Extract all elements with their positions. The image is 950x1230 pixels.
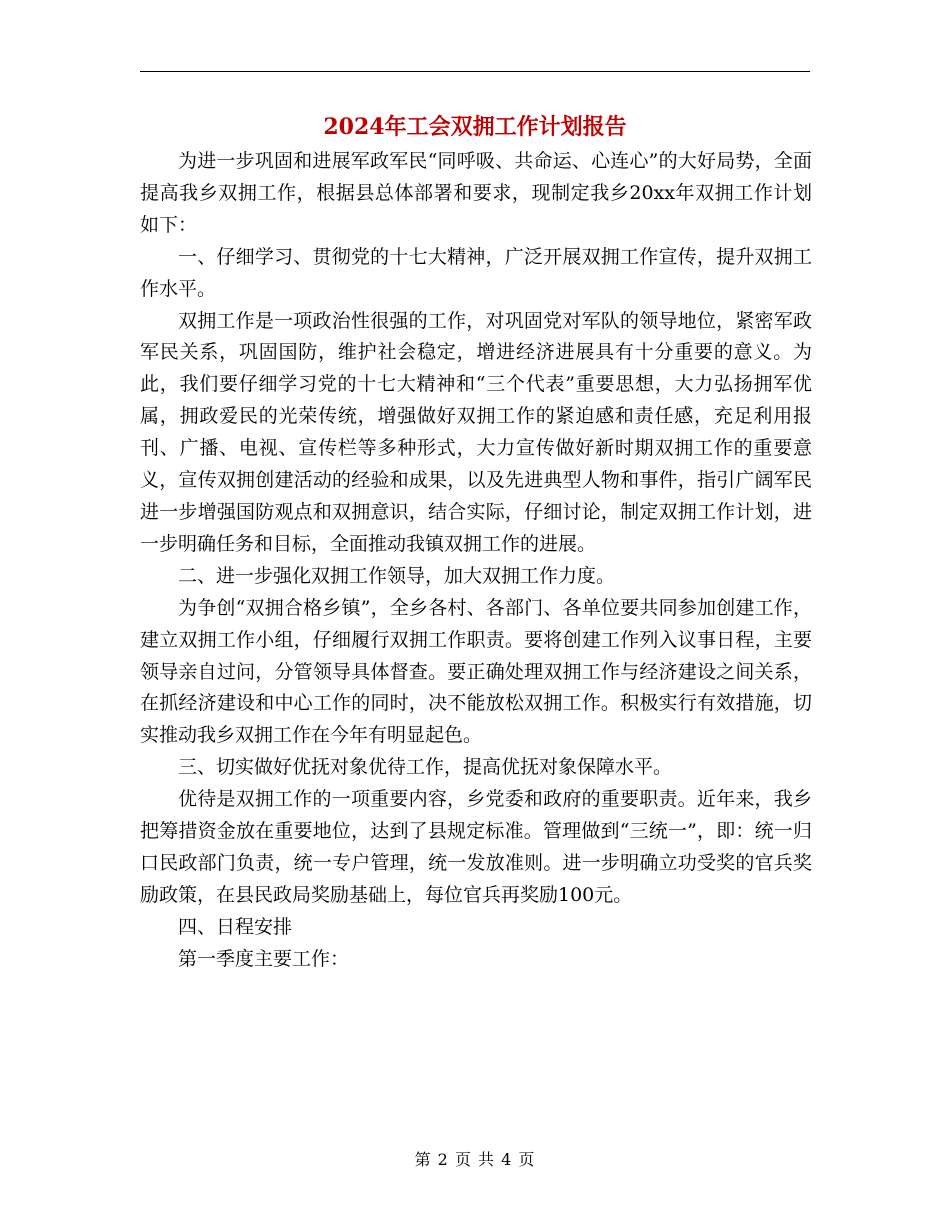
- section-heading-4: 四、日程安排: [178, 915, 293, 938]
- section-heading-2: 二、进一步强化双拥工作领导，加大双拥工作力度。: [178, 564, 616, 587]
- paragraph-section-1: 双拥工作是一项政治性很强的工作，对巩固党对军队的领导地位，紧密军政军民关系，巩固国防，维护社会稳定，增进经济进展具有十分重要的意义。为此，我们要仔细学习党的十七大精神和“三个代表”重要思想，大力弘扬拥军优属，拥政爱民的光荣传统，增强做好双拥工作的紧迫感和责任感，充足利用报刊、广播、电视、宣传栏等多种形式，大力宣传做好新时期双拥工作的重要意义，宣传双拥创建活动的经验和成果，以及先进典型人物和事件，指引广阔军民进一步增强国防观点和双拥意识，结合实际，仔细讨论，制定双拥工作计划，进一步明确任务和目标，全面推动我镇双拥工作的进展。: [140, 309, 812, 555]
- section-heading-1: 一、仔细学习、贯彻党的十七大精神，广泛开展双拥工作宣传，提升双拥工作水平。: [140, 245, 812, 300]
- section-heading-3: 三、切实做好优抚对象优待工作，提高优抚对象保障水平。: [178, 756, 673, 779]
- paragraph-section-2: 为争创“双拥合格乡镇”，全乡各村、各部门、各单位要共同参加创建工作，建立双拥工作小组，仔细履行双拥工作职责。要将创建工作列入议事日程，主要领导亲自过问，分管领导具体督查。要正确处理双拥工作与经济建设之间关系，在抓经济建设和中心工作的同时，决不能放松双拥工作。积极实行有效措施，切实推动我乡双拥工作在今年有明显起色。: [140, 596, 812, 747]
- page-number: 第 2 页 共 4 页: [414, 1150, 536, 1169]
- document-body: [140, 146, 812, 976]
- paragraph-section-3: 优待是双拥工作的一项重要内容，乡党委和政府的重要职责。近年来，我乡把筹措资金放在重要地位，达到了县规定标准。管理做到“三统一”，即：统一归口民政部门负责，统一专户管理，统一发放准则。进一步明确立功受奖的官兵奖励政策，在县民政局奖励基础上，每位官兵再奖励100元。: [140, 788, 812, 906]
- sub-heading-q1: 第一季度主要工作：: [178, 947, 350, 970]
- document-title: 2024年工会双拥工作计划报告: [323, 114, 627, 140]
- header-rule: [140, 71, 810, 72]
- paragraph-intro: 为进一步巩固和进展军政军民“同呼吸、共命运、心连心”的大好局势，全面提高我乡双拥工作，根据县总体部署和要求，现制定我乡20xx年双拥工作计划如下：: [140, 150, 812, 236]
